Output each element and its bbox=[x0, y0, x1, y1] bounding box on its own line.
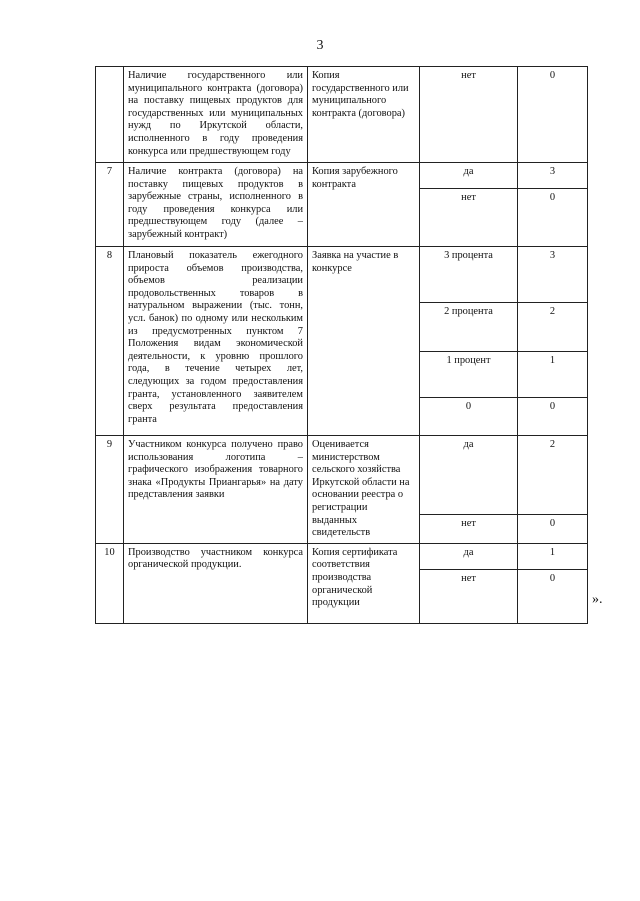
option-value: нет bbox=[420, 67, 518, 163]
criteria-table bbox=[95, 66, 588, 624]
option-value: да bbox=[420, 543, 518, 569]
criterion-text: Участником конкурса получено право использования логотипа – графического изображения товарного знака «Продукты Приангарья» на дату представления заявки bbox=[124, 436, 308, 544]
option-value: да bbox=[420, 436, 518, 515]
table-row bbox=[96, 163, 588, 189]
document-text: Заявка на участие в конкурсе bbox=[308, 247, 420, 436]
criterion-text: Наличие контракта (договора) на поставку пищевых продуктов в зарубежные страны, исполненного в году проведения конкурса или предшествующем году (далее – зарубежный контракт) bbox=[124, 163, 308, 247]
criterion-text: Наличие государственного или муниципального контракта (договора) на поставку пищевых продуктов для государственных или муниципальных нужд по Иркутской области, исполненного в году проведения конкурса или предшествующем году bbox=[124, 67, 308, 163]
document-text: Копия сертификата соответствия производства органической продукции bbox=[308, 543, 420, 623]
option-value: 1 процент bbox=[420, 352, 518, 398]
closing-quote-mark: ». bbox=[592, 592, 603, 607]
document-text: Оценивается министерством сельского хозяйства Иркутской области на основании реестра о регистрации выданных свидетельств bbox=[308, 436, 420, 544]
row-number: 9 bbox=[96, 436, 124, 544]
document-text: Копия зарубежного контракта bbox=[308, 163, 420, 247]
option-points: 0 bbox=[518, 67, 588, 163]
option-points: 0 bbox=[518, 514, 588, 543]
option-points: 3 bbox=[518, 163, 588, 189]
table-row bbox=[96, 543, 588, 569]
option-value: нет bbox=[420, 569, 518, 623]
criterion-text: Производство участником конкурса органической продукции. bbox=[124, 543, 308, 623]
option-value: да bbox=[420, 163, 518, 189]
option-points: 1 bbox=[518, 352, 588, 398]
row-number: 10 bbox=[96, 543, 124, 623]
option-value: 3 процента bbox=[420, 247, 518, 303]
option-value: 2 процента bbox=[420, 303, 518, 352]
table-row bbox=[96, 436, 588, 515]
table-row bbox=[96, 247, 588, 303]
page-number: 3 bbox=[316, 38, 324, 53]
row-number: 7 bbox=[96, 163, 124, 247]
row-number: 8 bbox=[96, 247, 124, 436]
option-points: 0 bbox=[518, 189, 588, 247]
document-text: Копия государственного или муниципального контракта (договора) bbox=[308, 67, 420, 163]
row-number bbox=[96, 67, 124, 163]
option-points: 3 bbox=[518, 247, 588, 303]
criterion-text: Плановый показатель ежегодного прироста объемов производства, объемов реализации продовольственных товаров в натуральном выражении (тыс. тонн, усл. банок) по одному или нескольким из предусмотренных пунктом 7 Положения видам экономической деятельности, к уровню прошлого года, в течение четырех лет, следующих за годом предоставления гранта, установленного заявителем сверх результата предоставления гранта bbox=[124, 247, 308, 436]
option-points: 1 bbox=[518, 543, 588, 569]
option-points: 0 bbox=[518, 569, 588, 623]
table-row bbox=[96, 67, 588, 163]
option-points: 2 bbox=[518, 436, 588, 515]
option-points: 0 bbox=[518, 398, 588, 436]
option-value: нет bbox=[420, 189, 518, 247]
option-value: 0 bbox=[420, 398, 518, 436]
option-value: нет bbox=[420, 514, 518, 543]
option-points: 2 bbox=[518, 303, 588, 352]
